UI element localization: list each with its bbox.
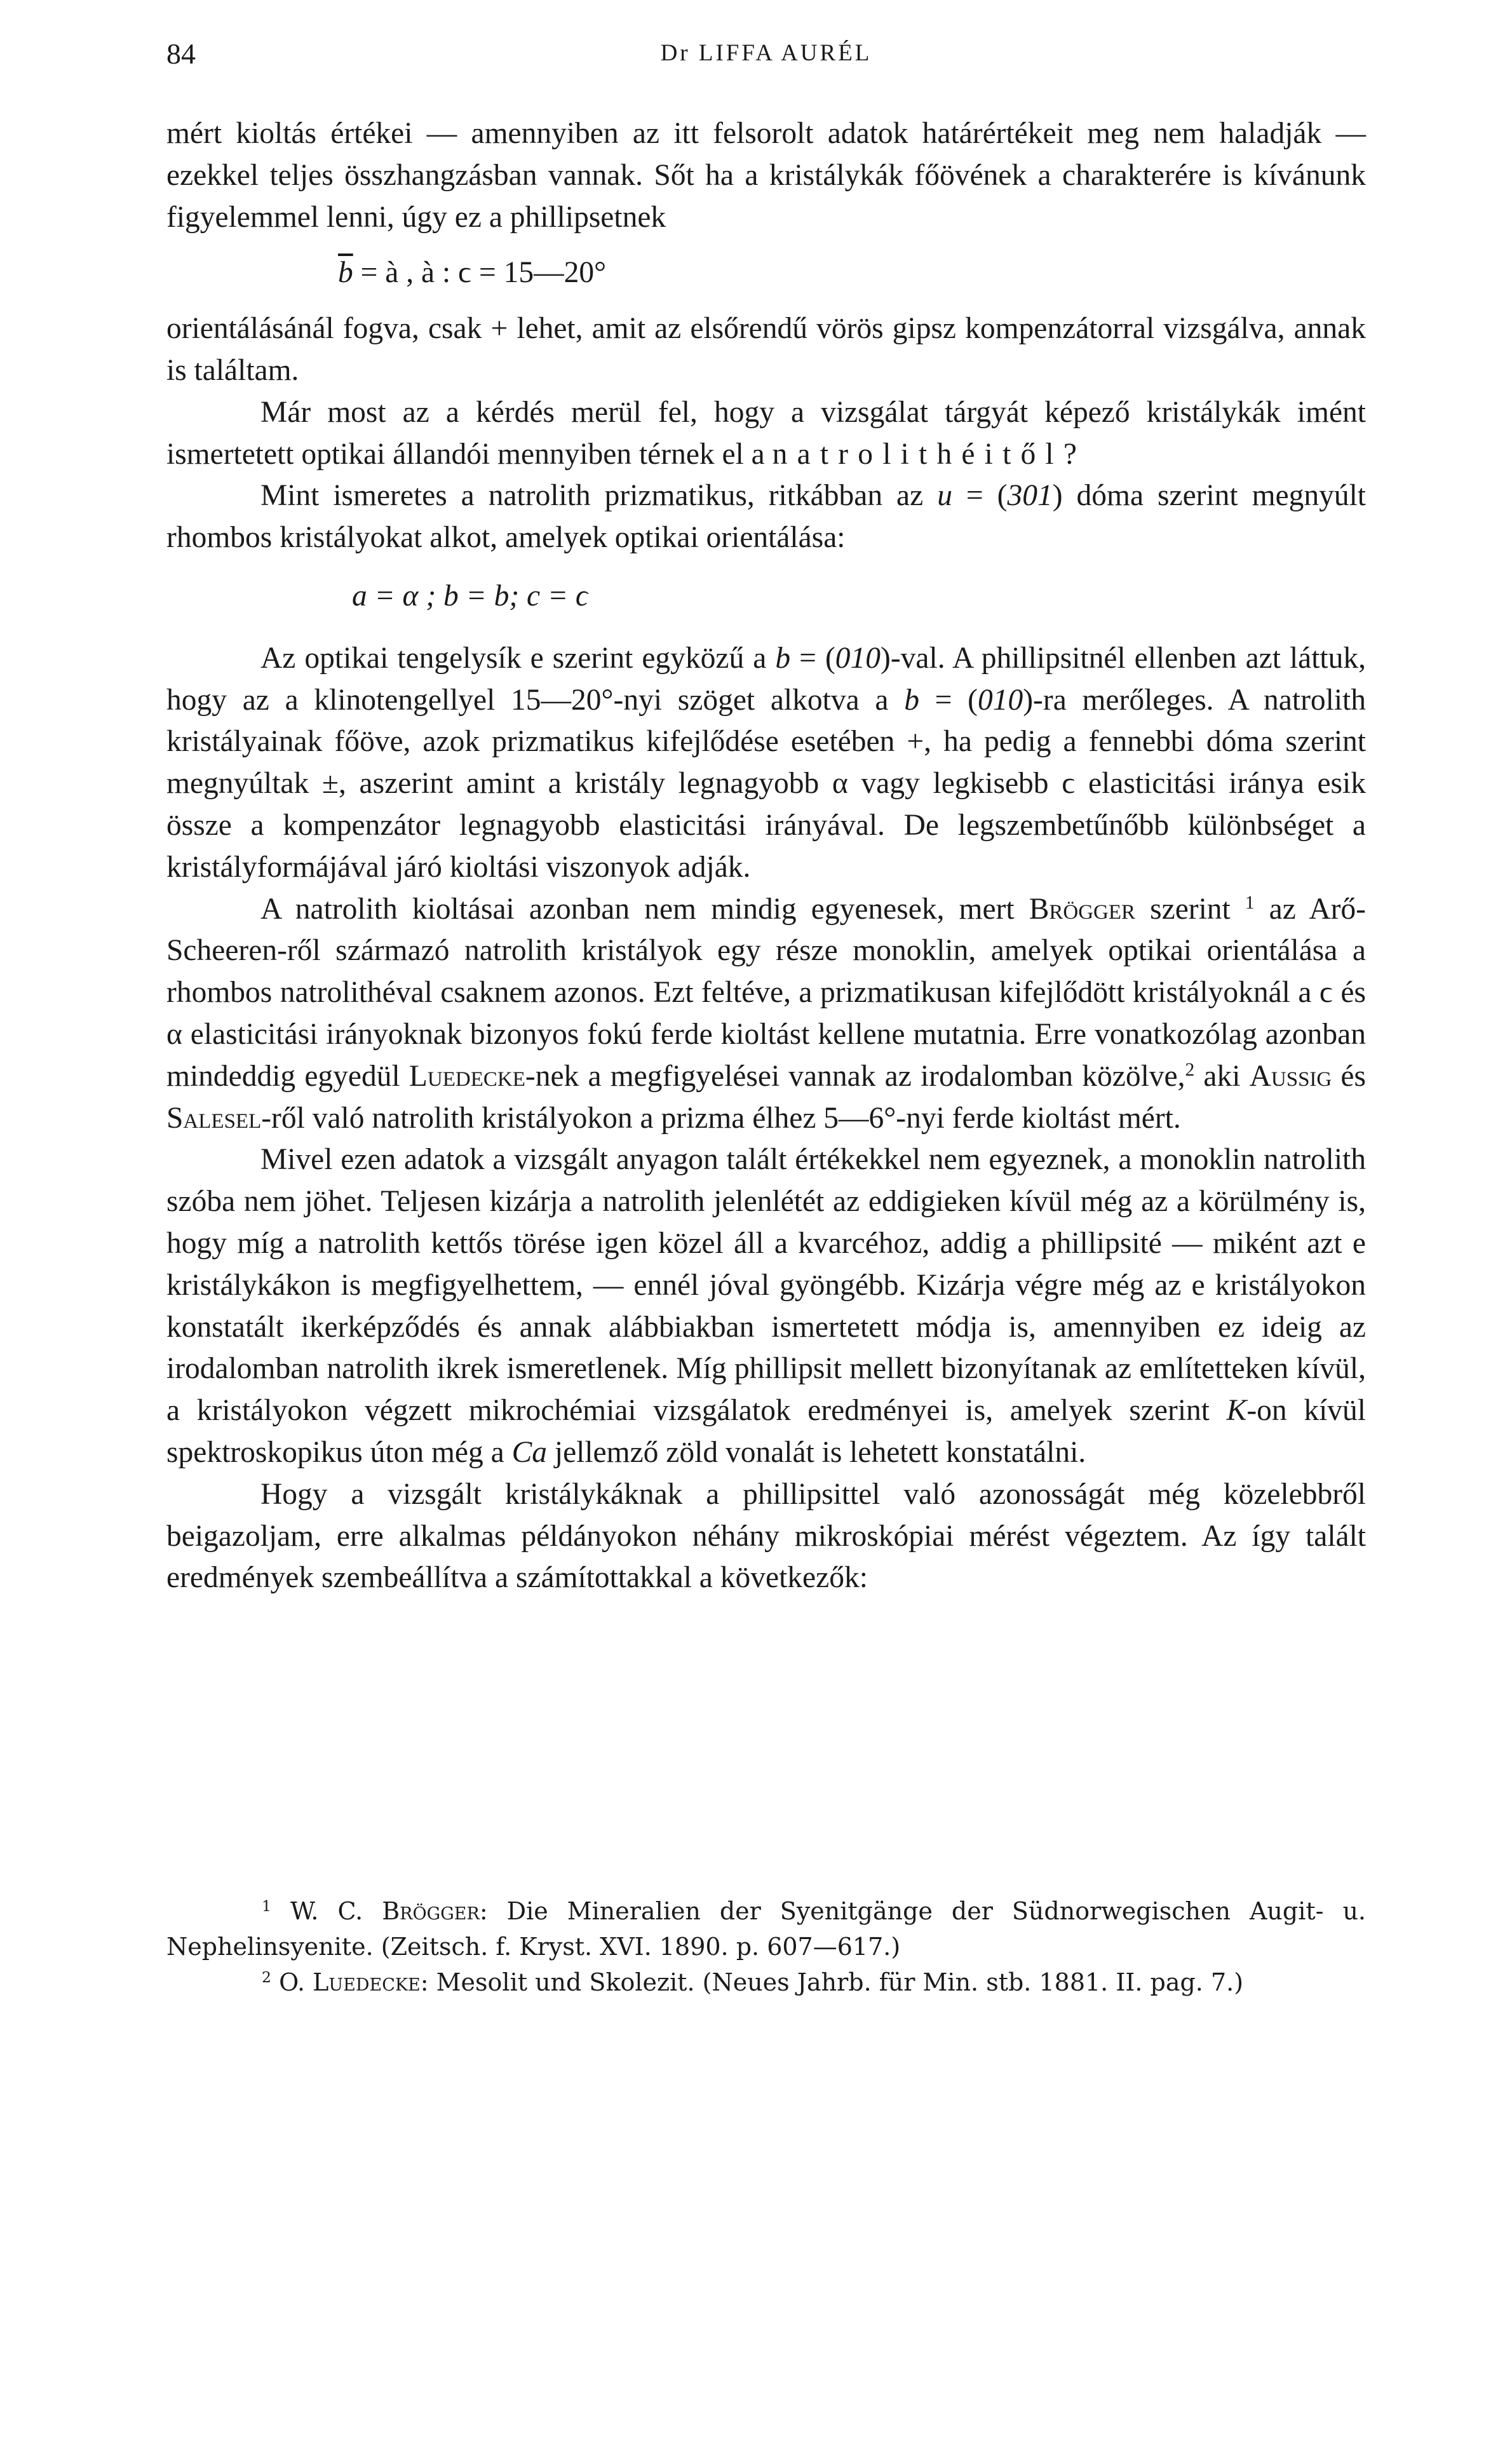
paragraph-3: Mint ismeretes a natrolith prizmatikus, ritkábban az u = (301) dóma szerint megnyúlt rhombos kristályokat alkot, amelyek optikai orientálása: xyxy=(166,479,1367,555)
paragraph-2: Már most az a kérdés merül fel, hogy a vizsgálat tárgyát képező kristálykák imént ismertetett optikai állandói mennyiben térnek el a natrolithéitől? xyxy=(166,395,1366,471)
footnote-ref-2[interactable]: 2 xyxy=(1185,1059,1195,1080)
paragraph-1: mért kioltás értékei — amennyiben az itt felsorolt adatok határértékeit meg nem haladják — ezekkel teljes összhangzásban vannak. Sőt ha a kristálykák főövének a charakterére is kívánunk figyelemmel lenni, úgy ez a phillipsetnek xyxy=(166,117,1366,234)
paragraph-1-continued: orientálásánál fogva, csak + lehet, amit az elsőrendű vörös gipsz kompenzátorral vizsgálva, annak is találtam. xyxy=(166,312,1366,387)
page-number: 84 xyxy=(166,37,196,70)
body-text xyxy=(166,113,1366,1599)
running-title: Dr LIFFA AURÉL xyxy=(660,40,872,66)
footnotes xyxy=(166,1893,1366,2000)
paragraph-4: Az optikai tengelysík e szerint egyközű a b = (010)-val. A phillipsitnél ellenben azt láttuk, hogy az a klinotengellyel 15—20°-nyi szöget alkotva a b = (010)-ra merőleges. A natrolith kristályainak főöve, azok prizmatikus kifejlődése esetében +, ha pedig a fennebbi dóma szerint megnyúltak ±, aszerint amint a kristály legnagyobb α vagy legkisebb ϲ elasticitási iránya esik össze a kompenzátor legnagyobb elasticitási irányával. De legszembetűnőbb különbséget a kristályformájával járó kioltási viszonyok adják. xyxy=(166,641,1366,884)
formula-phillipsit-orientation: $\overline{b}$ = à , à : ϲ = 15—20° xyxy=(338,256,607,290)
footnote-ref-1[interactable]: 1 xyxy=(1245,892,1255,913)
running-header xyxy=(166,37,1366,75)
paragraph-6: Mivel ezen adatok a vizsgált anyagon talált értékekkel nem egyeznek, a monoklin natrolith szóba nem jöhet. Teljesen kizárja a natrolith jelenlétét az eddigieken kívül még az a körülmény is, hogy míg a natrolith kettős törése igen közel áll a kvarcéhoz, addig a phillipsité — miként azt e kristálykákon is megfigyelhettem, — ennél jóval gyöngébb. Kizárja végre még az e kristályokon konstatált ikerképződés és annak alábbiakban ismertetett módja is, amennyiben ez ideig az irodalomban natrolith ikrek ismeretlenek. Míg phillipsit mellett bizonyítanak az említetteken kívül, a kristályokon végzett mikrochémiai vizsgálatok eredményei is, amelyek szerint K-on kívül spektroskopikus úton még a Ca jellemző zöld vonalát is lehetett konstatálni. xyxy=(166,1143,1366,1469)
author-name: Brögger xyxy=(1029,892,1136,926)
footnote-1: $^1$ W. C. Brögger: Die Mineralien der Syenitgänge der Südnorwegischen Augit- u. Nephelinsyenite. (Zeitsch. f. Kryst. XVI. 1890. p. 607—617.) xyxy=(166,1897,1366,1961)
footnote-2: $^2$ O. Luedecke: Mesolit und Skolezit. (Neues Jahrb. für Min. stb. 1881. II. pag. 7.) xyxy=(262,1968,1244,1996)
formula-natrolith-orientation: a = α ; b = b; c = ϲ xyxy=(352,579,590,612)
author-name: Luedecke xyxy=(408,1059,525,1093)
paragraph-5: A natrolith kioltásai azonban nem mindig egyenesek, mert Brögger szerint $^1$ az Arő-Scheeren-ről származó natrolith kristályok egy része monoklin, amelyek optikai orientálása a rhombos natrolithéval csaknem azonos. Ezt feltéve, a prizmatikusan kifejlődött kristályoknál a ϲ és α elasticitási irányoknak bizonyos fokú ferde kioltást kellene mutatnia. Erre vonatkozólag azonban mindeddig egyedül Luedecke-nek a megfigyelései vannak az irodalomban közölve,$^2$ aki Aussig és Salesel-ről való natrolith kristályokon a prizma élhez 5—6°-nyi ferde kioltást mért. xyxy=(166,892,1367,1135)
place-name: Aussig xyxy=(1249,1059,1332,1093)
paragraph-7: Hogy a vizsgált kristálykáknak a phillipsittel való azonosságát még közelebbről beigazoljam, erre alkalmas példányokon néhány mikroskópiai mérést végeztem. Az így talált eredmények szembeállítva a számítottakkal a következők: xyxy=(166,1477,1366,1595)
place-name: Salesel xyxy=(166,1101,262,1135)
